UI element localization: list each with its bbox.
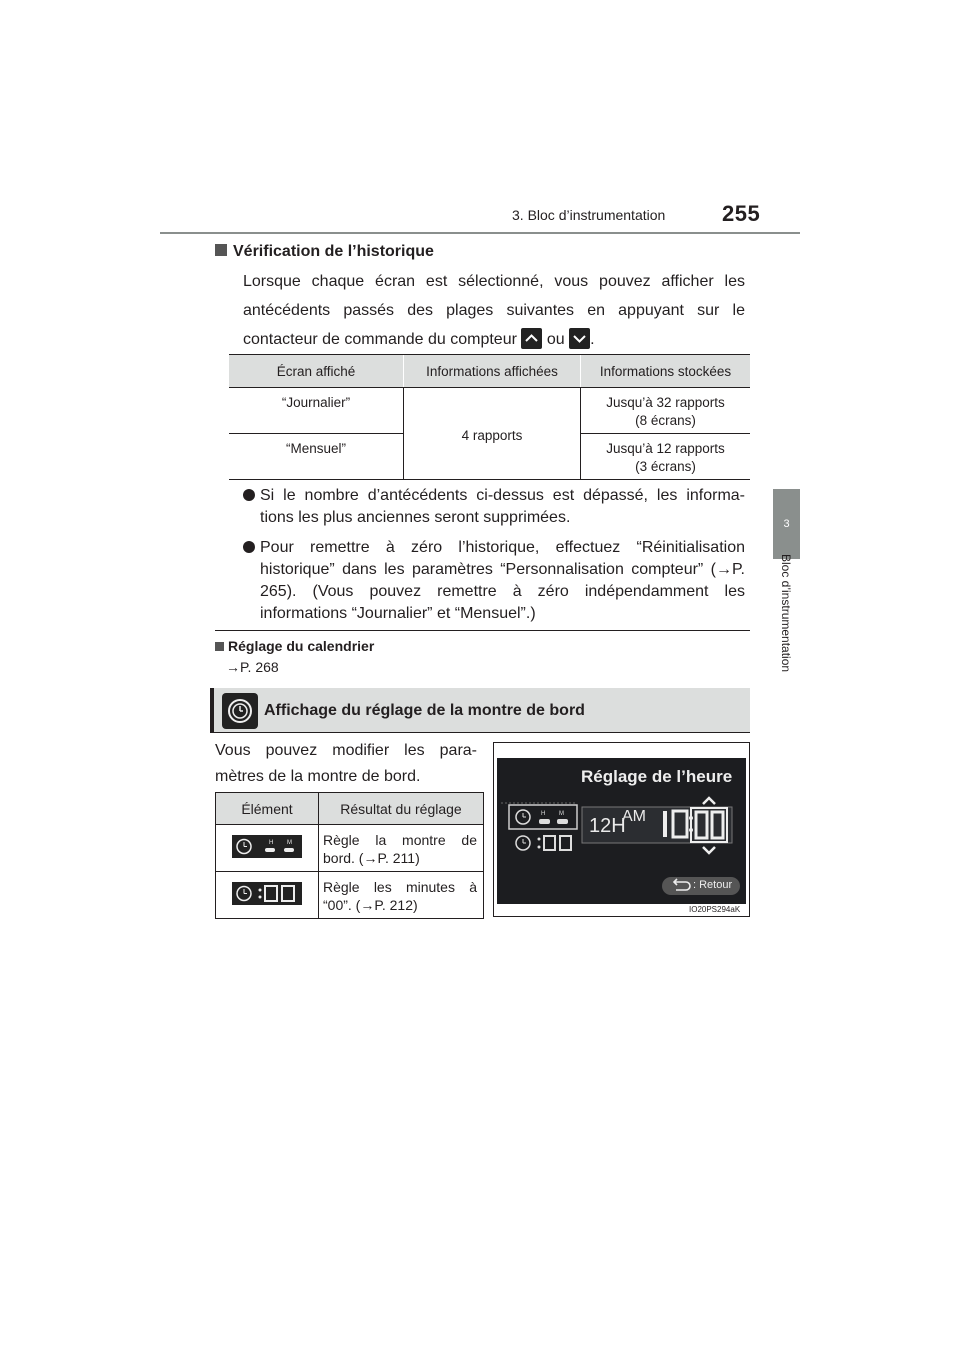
am-pm-label: AM [622,808,646,825]
bullet-icon [243,489,255,501]
table-cell-screen: “Mensuel” [229,434,404,480]
bullet-icon [243,541,255,553]
clock-settings-table [215,792,484,919]
table-cell-result: Règle la montre de bord. (→P. 211) [319,825,484,872]
chevron-up-button-icon [521,328,542,349]
back-arrow-icon [666,877,696,895]
back-button: : Retour [662,877,740,895]
running-header-chapter: 3. Bloc d’instrumentation [512,207,666,223]
table-header-row [216,793,484,825]
table-header: Élément [216,793,319,825]
table-cell-result: Règle les minutes à “00”. (→P. 212) [319,872,484,919]
history-paragraph: Lorsque chaque écran est sélectionné, vous pouvez afficher les antécédents passés des plages suivantes en appuyant sur le contacteur de commande du compteur ou . [243,273,745,348]
svg-text:H: H [269,840,274,846]
header-rule [160,232,800,234]
table-header: Résultat du réglage [319,793,484,825]
table-row [229,388,750,434]
square-bullet-icon [215,244,227,256]
history-notes [243,485,745,633]
clock-intro-paragraph: Vous pouvez modifier les para- mètres de la montre de bord. [215,742,477,785]
table-cell-screen: “Journalier” [229,388,404,434]
table-cell-stored: Jusqu’à 32 rapports (8 écrans) [581,388,751,434]
subsection-title-calendar: Réglage du calendrier [215,638,374,654]
image-code: IO20PS294aK [689,905,741,914]
svg-text:M: M [559,811,564,817]
band-rule [210,732,750,733]
clock-zero-minutes-icon [216,872,319,919]
chapter-tab-label: Bloc d’instrumentation [779,554,793,673]
table-cell-info: 4 rapports [404,388,581,480]
table-header: Informations stockées [581,355,751,388]
history-table [229,354,750,480]
section-title-clock: Affichage du réglage de la montre de bord [264,702,585,719]
clock-icon [222,693,258,729]
table-row [216,872,484,919]
chevron-down-button-icon [569,328,590,349]
section-divider [215,630,750,631]
square-bullet-icon [215,642,224,651]
section-title-history: Vérification de l’historique [215,243,434,261]
table-header: Écran affiché [229,355,404,388]
svg-text:M: M [287,840,292,846]
table-row [216,825,484,872]
chapter-tab-number: 3 [783,518,790,530]
table-header-row [229,355,750,388]
page-number: 255 [722,201,761,226]
table-header: Informations affichées [404,355,581,388]
svg-text:H: H [541,811,546,817]
list-item: Pour remettre à zéro l’historique, effectuez “Réinitialisation historique” dans les paramètres “Personnalisation compteur” (→P. 265). (Vous pouvez remettre à zéro indépendamment les informations “Journalier” et “Mensuel”.) [243,537,745,625]
clock-mode-label: 12H [589,815,626,837]
screen-title: Réglage de l’heure [581,767,733,786]
clock-hour-minute-icon [216,825,319,872]
chapter-tab [773,489,800,559]
list-item: Si le nombre d’antécédents ci-dessus est dépassé, les informa- tions les plus anciennes seront supprimées. [243,485,745,529]
table-cell-stored: Jusqu’à 12 rapports (3 écrans) [581,434,751,480]
page-reference-link[interactable]: →P. 268 [226,659,279,675]
